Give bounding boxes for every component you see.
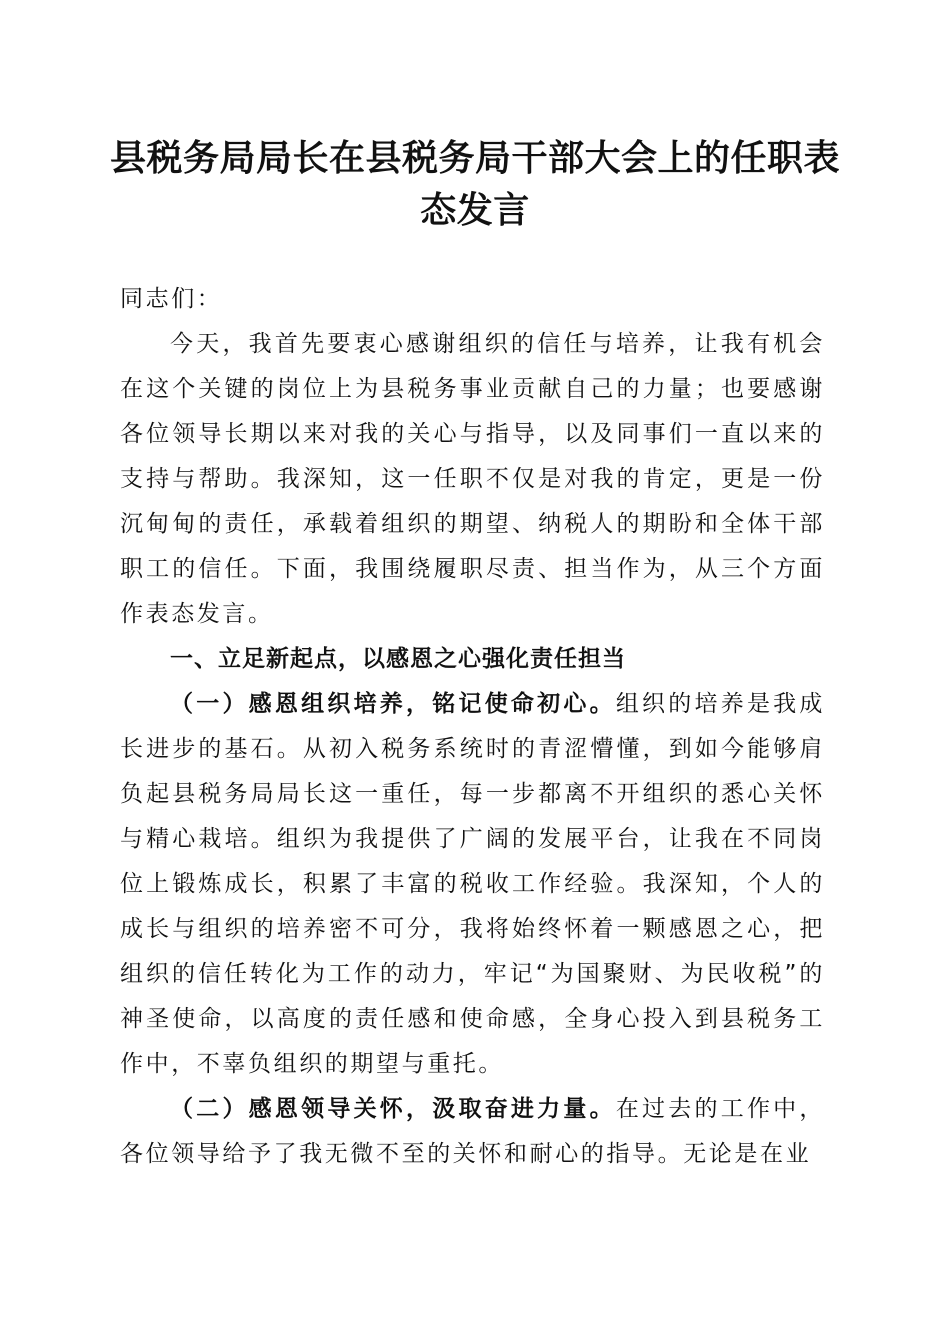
document-body <box>120 277 825 1177</box>
subsection-text-2: 在过去的工作中，各位领导给予了我无微不至的关怀和耐心的指导。无论是在业 <box>120 1096 825 1167</box>
subsection-heading-1: （一）感恩组织培养，铭记使命初心。 <box>170 691 616 717</box>
document-title: 县税务局局长在县税务局干部大会上的任职表态发言 <box>110 137 841 231</box>
salutation: 同志们： <box>120 286 223 312</box>
opening-paragraph: 今天，我首先要衷心感谢组织的信任与培养，让我有机会在这个关键的岗位上为县税务事业贡献自己的力量；也要感谢各位领导长期以来对我的关心与指导，以及同事们一直以来的支持与帮助。我深知，这一任职不仅是对我的肯定，更是一份沉甸甸的责任，承载着组织的期望、纳税人的期盼和全体干部职工的信任。下面，我围绕履职尽责、担当作为，从三个方面作表态发言。 <box>120 331 825 627</box>
subsection-paragraph-2 <box>120 1087 825 1177</box>
subsection-text-1: 组织的培养是我成长进步的基石。从初入税务系统时的青涩懵懂，到如今能够肩负起县税务局局长这一重任，每一步都离不开组织的悉心关怀与精心栽培。组织为我提供了广阔的发展平台，让我在不同岗位上锻炼成长，积累了丰富的税收工作经验。我深知，个人的成长与组织的培养密不可分，我将始终怀着一颗感恩之心，把组织的信任转化为工作的动力，牢记“为国聚财、为民收税”的神圣使命，以高度的责任感和使命感，全身心投入到县税务工作中，不辜负组织的期望与重托。 <box>120 691 825 1077</box>
section-heading-1: 一、立足新起点，以感恩之心强化责任担当 <box>170 646 626 672</box>
subsection-paragraph-1 <box>120 682 825 1087</box>
subsection-heading-2: （二）感恩领导关怀，汲取奋进力量。 <box>170 1096 616 1122</box>
